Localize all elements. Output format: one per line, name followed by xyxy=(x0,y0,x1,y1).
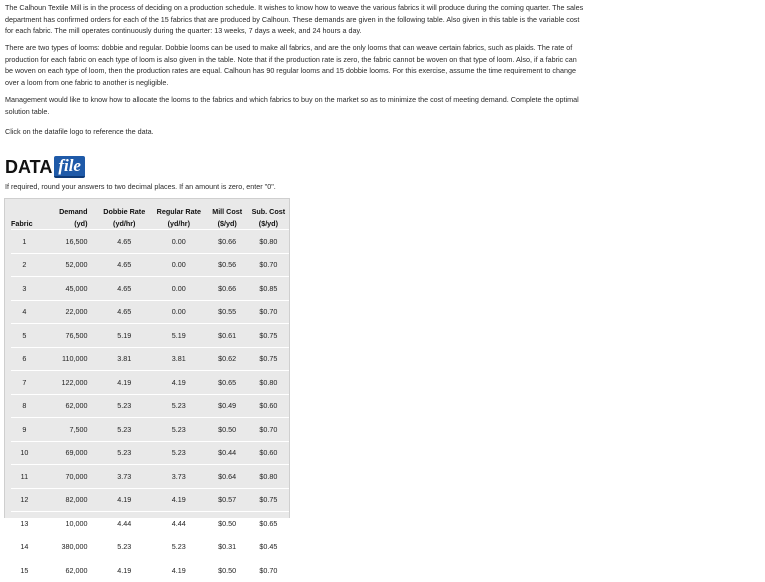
table-cell: $0.66 xyxy=(207,230,248,254)
table-cell: 5.19 xyxy=(151,324,207,348)
table-cell: $0.70 xyxy=(248,253,289,277)
table-cell: 0.00 xyxy=(151,253,207,277)
table-cell: 22,000 xyxy=(38,300,98,324)
intro-line: for each fabric. The mill operates continuously during the quarter: 13 weeks, 7 days a week, and 24 hours a day. xyxy=(5,26,362,35)
table-row xyxy=(11,418,289,442)
table-cell: 82,000 xyxy=(38,488,98,512)
column-header xyxy=(11,205,38,217)
table-row xyxy=(11,559,289,582)
column-header: Demand xyxy=(59,206,88,216)
table-cell: 9 xyxy=(11,418,38,442)
table-body xyxy=(11,230,289,582)
table-cell: 122,000 xyxy=(38,371,98,395)
table-cell: 0.00 xyxy=(151,230,207,254)
table-row xyxy=(11,253,289,277)
table-cell: 380,000 xyxy=(38,535,98,559)
table-cell: 4.44 xyxy=(97,512,151,536)
table-row xyxy=(11,347,289,371)
management-line: solution table. xyxy=(5,106,50,116)
table-cell: $0.80 xyxy=(248,230,289,254)
intro-line: The Calhoun Textile Mill is in the process of deciding on a production schedule. It wishes to know how to weave the various fabrics it will produce during the coming quarter. The sales xyxy=(5,3,584,12)
table-cell: 1 xyxy=(11,230,38,254)
column-header: Sub. Cost xyxy=(251,206,286,216)
table-cell: 5.19 xyxy=(97,324,151,348)
table-cell: 5.23 xyxy=(151,535,207,559)
table-cell: 14 xyxy=(11,535,38,559)
table-cell: $0.44 xyxy=(207,441,248,465)
table-cell: 6 xyxy=(11,347,38,371)
table-cell: $0.80 xyxy=(248,371,289,395)
table-cell: 7,500 xyxy=(38,418,98,442)
table-cell: $0.61 xyxy=(207,324,248,348)
table-cell: 5.23 xyxy=(97,394,151,418)
datafile-hint: Click on the datafile logo to reference the data. xyxy=(5,127,154,136)
table-cell: 3.73 xyxy=(151,465,207,489)
table-cell: 4.65 xyxy=(97,230,151,254)
table-cell: 15 xyxy=(11,559,38,582)
table-cell: 7 xyxy=(11,371,38,395)
management-line: Management would like to know how to allocate the looms to the fabrics and which fabrics to buy on the market so as to minimize the cost of meeting demand. Complete the optimal xyxy=(5,95,579,104)
table-cell: 13 xyxy=(11,512,38,536)
table-row xyxy=(11,277,289,301)
table-cell: $0.70 xyxy=(248,559,289,582)
table-cell: $0.70 xyxy=(248,418,289,442)
datafile-logo[interactable] xyxy=(5,156,85,178)
table-cell: $0.75 xyxy=(248,488,289,512)
column-header: ($/yd) xyxy=(217,218,237,228)
looms-paragraph xyxy=(5,42,765,88)
table-cell: 4.65 xyxy=(97,253,151,277)
column-header: (yd/hr) xyxy=(167,218,190,228)
table-cell: $0.70 xyxy=(248,300,289,324)
column-header: (yd/hr) xyxy=(113,218,136,228)
table-cell: $0.31 xyxy=(207,535,248,559)
table-cell: $0.75 xyxy=(248,347,289,371)
table-cell: 4.65 xyxy=(97,277,151,301)
intro-line: department has confirmed orders for each of the 15 fabrics that are produced by Calhoun. These demands are given in the following table. Also given in this table is the variable cost xyxy=(5,14,580,24)
table-cell: 16,500 xyxy=(38,230,98,254)
table-cell: 5.23 xyxy=(97,535,151,559)
table-cell: 4.19 xyxy=(97,488,151,512)
looms-line: be woven on each type of loom, then the production rates are equal. Calhoun has 90 regular looms and 15 dobbie looms. For this exercise, assume the time requirement to change xyxy=(5,66,576,75)
data-table xyxy=(11,205,289,582)
table-cell: $0.60 xyxy=(248,394,289,418)
intro-paragraph xyxy=(5,2,765,37)
table-cell: 62,000 xyxy=(38,394,98,418)
table-row xyxy=(11,230,289,254)
table-cell: 52,000 xyxy=(38,253,98,277)
table-header-bottom xyxy=(11,217,289,230)
table-cell: 4.19 xyxy=(151,488,207,512)
table-cell: 5.23 xyxy=(151,394,207,418)
table-cell: 4.19 xyxy=(151,371,207,395)
table-cell: 110,000 xyxy=(38,347,98,371)
table-cell: 5.23 xyxy=(151,441,207,465)
table-cell: $0.60 xyxy=(248,441,289,465)
looms-line: There are two types of looms: dobbie and regular. Dobbie looms can be used to make all fabrics, and are the only looms that can weave certain fabrics, such as plaids. The rate of xyxy=(5,43,573,52)
table-row xyxy=(11,300,289,324)
table-cell: 4.19 xyxy=(97,559,151,582)
table-cell: 70,000 xyxy=(38,465,98,489)
table-cell: 0.00 xyxy=(151,300,207,324)
table-cell: 5.23 xyxy=(151,418,207,442)
table-row xyxy=(11,394,289,418)
table-cell: 10 xyxy=(11,441,38,465)
table-cell: 5.23 xyxy=(97,418,151,442)
datafile-logo-data: DATA xyxy=(5,156,53,177)
table-cell: 3.81 xyxy=(151,347,207,371)
table-cell: 11 xyxy=(11,465,38,489)
table-cell: $0.64 xyxy=(207,465,248,489)
table-cell: 45,000 xyxy=(38,277,98,301)
table-cell: 4 xyxy=(11,300,38,324)
table-row xyxy=(11,512,289,536)
table-cell: 5.23 xyxy=(97,441,151,465)
table-cell: $0.50 xyxy=(207,418,248,442)
table-row xyxy=(11,535,289,559)
column-header: ($/yd) xyxy=(258,218,278,228)
table-row xyxy=(11,488,289,512)
data-table-panel xyxy=(4,198,290,575)
table-row xyxy=(11,324,289,348)
rounding-instruction: If required, round your answers to two decimal places. If an amount is zero, enter "0". xyxy=(5,182,276,191)
table-cell: 3 xyxy=(11,277,38,301)
table-row xyxy=(11,465,289,489)
table-cell: $0.45 xyxy=(248,535,289,559)
table-cell: $0.49 xyxy=(207,394,248,418)
table-cell: $0.65 xyxy=(248,512,289,536)
table-cell: 3.73 xyxy=(97,465,151,489)
table-cell: 8 xyxy=(11,394,38,418)
looms-line: over a loom from one fabric to another is negligible. xyxy=(5,77,169,87)
table-cell: $0.56 xyxy=(207,253,248,277)
table-cell: $0.85 xyxy=(248,277,289,301)
table-cell: 10,000 xyxy=(38,512,98,536)
management-paragraph xyxy=(5,94,765,117)
table-cell: 5 xyxy=(11,324,38,348)
table-cell: 4.19 xyxy=(151,559,207,582)
table-row xyxy=(11,371,289,395)
column-header: Regular Rate xyxy=(156,206,201,216)
column-header: Fabric xyxy=(11,218,33,228)
table-cell: 4.65 xyxy=(97,300,151,324)
table-cell: 76,500 xyxy=(38,324,98,348)
table-row xyxy=(11,441,289,465)
table-cell: $0.62 xyxy=(207,347,248,371)
table-cell: 4.44 xyxy=(151,512,207,536)
table-cell: 12 xyxy=(11,488,38,512)
table-cell: 4.19 xyxy=(97,371,151,395)
table-cell: 2 xyxy=(11,253,38,277)
table-cell: $0.80 xyxy=(248,465,289,489)
table-cell: $0.57 xyxy=(207,488,248,512)
column-header: Mill Cost xyxy=(212,206,243,216)
table-cell: $0.55 xyxy=(207,300,248,324)
table-cell: $0.50 xyxy=(207,512,248,536)
datafile-logo-file: file xyxy=(54,156,85,178)
table-cell: 62,000 xyxy=(38,559,98,582)
table-cell: $0.50 xyxy=(207,559,248,582)
column-header: (yd) xyxy=(74,218,88,228)
table-cell: 0.00 xyxy=(151,277,207,301)
table-cell: $0.66 xyxy=(207,277,248,301)
column-header: Dobbie Rate xyxy=(103,206,146,216)
table-cell: 69,000 xyxy=(38,441,98,465)
table-header-top xyxy=(11,205,289,217)
looms-line: production for each fabric on each type of loom is also given in the table. Note that if the production rate is zero, the fabric cannot be woven on that type of loom. Also, if a fabric can xyxy=(5,54,577,64)
table-cell: $0.65 xyxy=(207,371,248,395)
table-cell: 3.81 xyxy=(97,347,151,371)
table-cell: $0.75 xyxy=(248,324,289,348)
